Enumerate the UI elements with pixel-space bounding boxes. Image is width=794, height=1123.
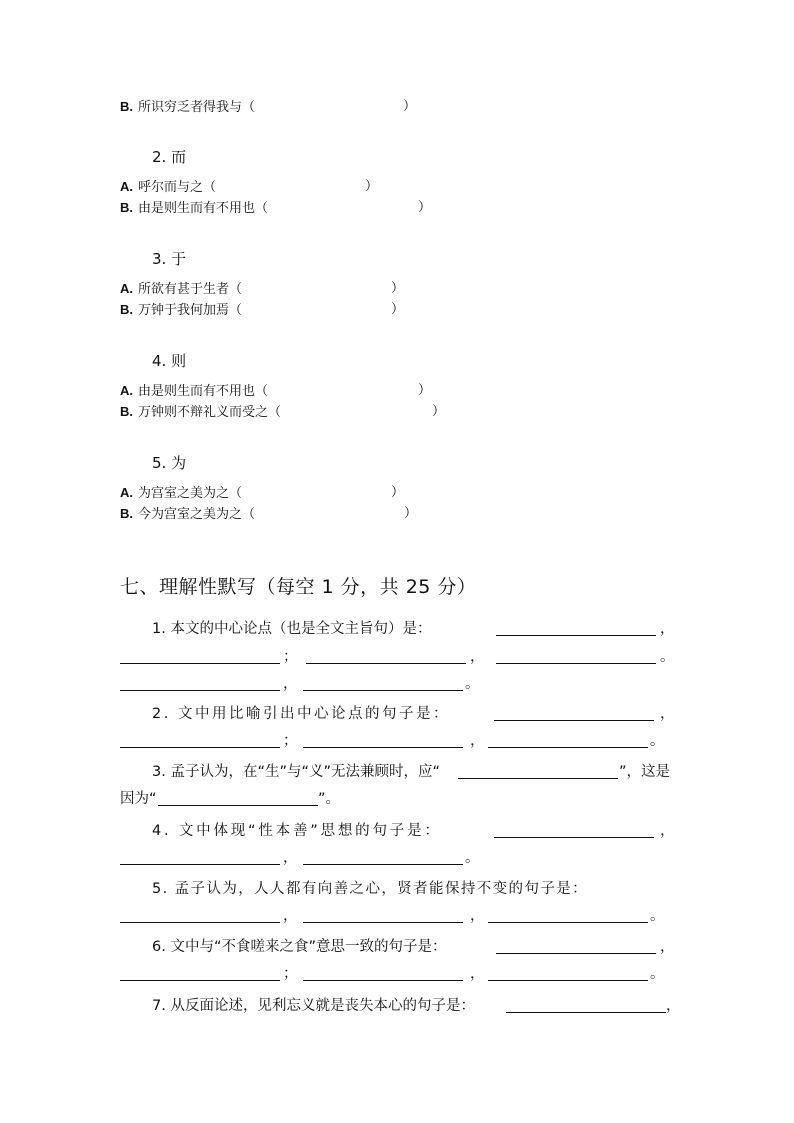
answer-blank[interactable] [496,635,656,636]
answer-blank[interactable] [494,720,654,721]
section-title: 七、理解性默写（每空 1 分，共 25 分） [120,576,477,598]
comma: ， [470,966,485,982]
comma: ， [470,649,485,665]
item2-option-b [120,200,268,217]
item2-header: 2. 而 [152,148,187,166]
item5-option-b [120,506,255,523]
item4-option-a [120,383,268,400]
period: 。 [660,649,675,665]
close-paren: ） [391,302,405,317]
answer-blank[interactable] [158,805,318,806]
option-text: 所欲有甚于生者（ [138,282,243,297]
option-letter: B. [120,99,133,114]
question-5: 5. 孟子认为，人人都有向善之心，贤者能保持不变的句子是： [152,881,589,897]
comma: ， [283,908,298,924]
option-text: 由是则生而有不用也（ [138,201,269,216]
comma: ， [660,823,675,839]
option-letter: A. [120,281,133,296]
option-letter: B. [120,506,133,521]
semicolon: ； [283,966,298,982]
item4-option-b [120,404,281,421]
answer-blank[interactable] [303,690,463,691]
close-paren: ） [391,485,405,500]
answer-blank[interactable] [120,864,280,865]
close-paren: ） [418,200,432,215]
option-letter: B. [120,404,133,419]
option-letter: B. [120,302,133,317]
close-paren: ） [403,99,417,114]
question-4: 4. 文中体现“性本善”思想的句子是： [152,823,442,839]
item3-option-b [120,302,242,319]
option-text: 万钟则不辩礼义而受之（ [138,405,282,420]
option-text: 呼尔而与之（ [138,180,217,195]
answer-blank[interactable] [120,690,280,691]
option-text: 为宫室之美为之（ [138,486,243,501]
answer-blank[interactable] [303,864,463,865]
answer-blank[interactable] [458,778,618,779]
close-paren: ） [432,404,446,419]
semicolon: ； [283,649,298,665]
semicolon: ； [283,733,298,749]
question-3-continuation: ”，这是 [619,764,671,780]
answer-blank[interactable] [488,747,648,748]
question-2: 2. 文中用比喻引出中心论点的句子是： [152,706,450,722]
period: 。 [650,908,665,924]
question-3-line2: 因为“ [120,791,157,807]
option-text: 所识穷乏者得我与（ [138,100,256,115]
period: 。 [465,850,480,866]
item1-option-b [120,99,255,116]
answer-blank[interactable] [120,980,280,981]
question-3-end: ”。 [318,791,341,807]
answer-blank[interactable] [496,663,656,664]
period: 。 [650,733,665,749]
option-letter: A. [120,383,133,398]
item3-header: 3. 于 [152,250,187,268]
option-text: 由是则生而有不用也（ [138,384,269,399]
option-letter: A. [120,179,133,194]
answer-blank[interactable] [306,663,466,664]
item2-option-a [120,179,216,196]
period: 。 [650,966,665,982]
question-3: 3. 孟子认为，在“生”与“义”无法兼顾时，应“ [152,764,441,780]
answer-blank[interactable] [303,747,463,748]
item5-header: 5. 为 [152,454,187,472]
close-paren: ） [365,179,379,194]
comma: ， [660,621,675,637]
answer-blank[interactable] [488,980,648,981]
option-text: 今为宫室之美为之（ [138,507,256,522]
comma: ， [283,676,298,692]
item3-option-a [120,281,242,298]
comma: ， [283,850,298,866]
period: 。 [465,676,480,692]
answer-blank[interactable] [303,922,463,923]
answer-blank[interactable] [494,837,654,838]
answer-blank[interactable] [120,663,280,664]
option-letter: A. [120,485,133,500]
answer-blank[interactable] [120,747,280,748]
comma: ， [666,998,681,1014]
item5-option-a [120,485,242,502]
question-6: 6. 文中与“不食嗟来之食”意思一致的句子是： [152,939,447,955]
question-1: 1. 本文的中心论点（也是全文主旨句）是： [152,621,432,637]
option-letter: B. [120,200,133,215]
comma: ， [660,939,675,955]
answer-blank[interactable] [303,980,463,981]
answer-blank[interactable] [496,953,656,954]
question-7: 7. 从反面论述，见利忘义就是丧失本心的句子是： [152,998,475,1014]
comma: ， [660,706,675,722]
close-paren: ） [404,506,418,521]
answer-blank[interactable] [120,922,280,923]
close-paren: ） [391,281,405,296]
option-text: 万钟于我何加焉（ [138,303,243,318]
item4-header: 4. 则 [152,352,187,370]
answer-blank[interactable] [506,1012,666,1013]
comma: ， [470,733,485,749]
answer-blank[interactable] [488,922,648,923]
comma: ， [470,908,485,924]
close-paren: ） [418,383,432,398]
